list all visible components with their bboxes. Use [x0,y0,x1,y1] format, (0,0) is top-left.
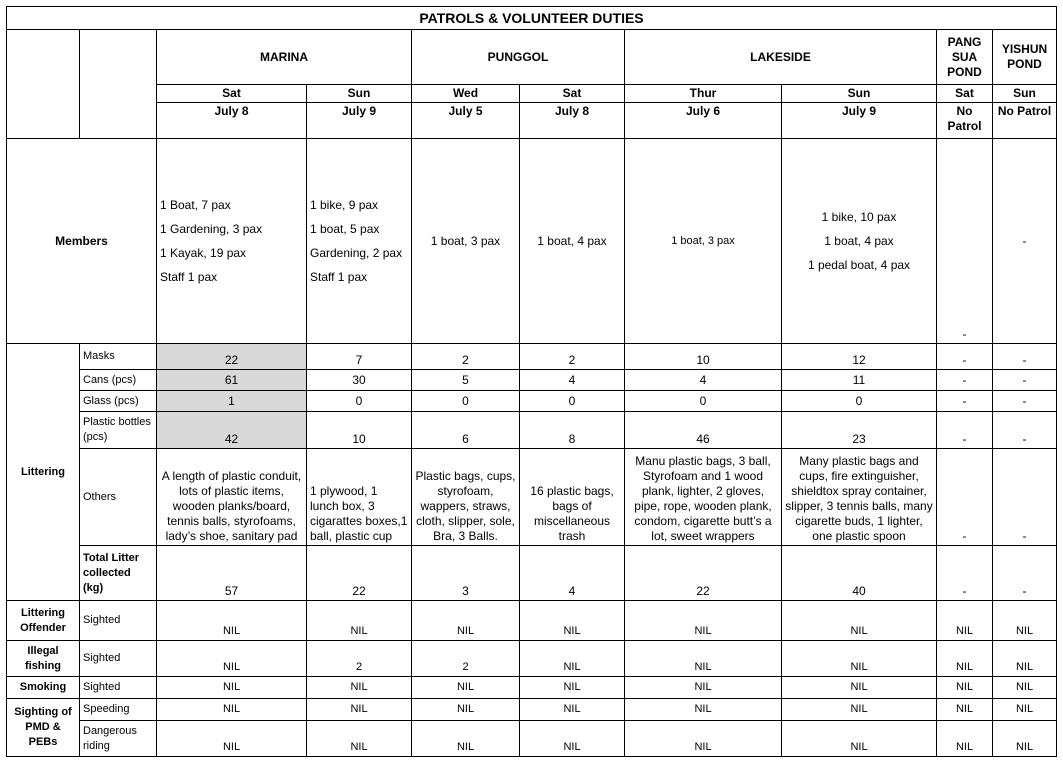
dates-row [7,103,1057,139]
value-cell: - [993,344,1057,370]
day-cell: Sat [937,85,993,103]
row-label: Total Litter collected (kg) [80,546,157,601]
value-cell: NIL [625,601,782,641]
page-title: PATROLS & VOLUNTEER DUTIES [7,7,1057,30]
members-cell: - [937,139,993,344]
fishing-label: Illegal fishing [7,641,80,677]
value-cell: NIL [782,721,937,757]
value-cell: NIL [782,677,937,699]
table-row [7,449,1057,546]
table-row [7,391,1057,412]
value-cell: - [937,412,993,449]
value-cell: NIL [157,677,307,699]
value-cell: NIL [782,699,937,721]
value-cell: NIL [157,641,307,677]
value-cell: NIL [625,641,782,677]
value-cell: NIL [937,721,993,757]
value-cell: NIL [625,677,782,699]
day-cell: Thur [625,85,782,103]
value-cell: 22 [157,344,307,370]
corner-cell [7,30,80,139]
value-cell: 4 [625,370,782,391]
member-entry: 1 Gardening, 3 pax [160,221,263,236]
value-cell: NIL [307,699,412,721]
table-row [7,546,1057,601]
value-cell: NIL [625,699,782,721]
value-cell: 10 [625,344,782,370]
members-cell [307,139,412,344]
value-cell: 22 [307,546,412,601]
value-cell: 22 [625,546,782,601]
value-cell: NIL [307,677,412,699]
value-cell: 5 [412,370,520,391]
value-cell: NIL [412,601,520,641]
table-row [7,699,1057,721]
days-row [7,85,1057,103]
row-label: Cans (pcs) [80,370,157,391]
value-cell: 23 [782,412,937,449]
location-marina: MARINA [157,30,412,85]
value-cell: NIL [937,601,993,641]
others-cell: 1 plywood, 1 lunch box, 3 cigarattes boxes,1 ball, plastic cup [307,449,412,546]
members-label: Members [7,139,157,344]
value-cell: 2 [412,344,520,370]
corner-cell-2 [80,30,157,139]
littering-label: Littering [7,344,80,601]
value-cell: NIL [157,601,307,641]
value-cell: - [993,546,1057,601]
location-lakeside: LAKESIDE [625,30,937,85]
day-cell: Sat [157,85,307,103]
value-cell: NIL [157,699,307,721]
member-entry: 1 pedal boat, 4 pax [807,257,911,272]
member-entry: Staff 1 pax [160,269,218,284]
value-cell: 12 [782,344,937,370]
value-cell: NIL [520,641,625,677]
row-label: Sighted [80,641,157,677]
value-cell: NIL [520,677,625,699]
value-cell: 7 [307,344,412,370]
table-row [7,721,1057,757]
value-cell: NIL [520,699,625,721]
value-cell: 6 [412,412,520,449]
member-entry: 1 Boat, 7 pax [160,197,231,212]
day-cell: Wed [412,85,520,103]
value-cell: 46 [625,412,782,449]
value-cell: 0 [782,391,937,412]
value-cell: NIL [412,677,520,699]
row-label: Speeding [80,699,157,721]
value-cell: 4 [520,370,625,391]
date-cell: No Patrol [993,103,1057,139]
row-label: Dangerous riding [80,721,157,757]
table-row [7,412,1057,449]
others-cell: - [993,449,1057,546]
member-entry: 1 boat, 4 pax [824,233,894,248]
day-cell: Sat [520,85,625,103]
value-cell: NIL [412,721,520,757]
value-cell: - [937,370,993,391]
value-cell: 40 [782,546,937,601]
value-cell: 0 [625,391,782,412]
value-cell: NIL [937,641,993,677]
table-row [7,601,1057,641]
value-cell: NIL [937,699,993,721]
date-cell: July 9 [307,103,412,139]
value-cell: 61 [157,370,307,391]
row-label: Glass (pcs) [80,391,157,412]
row-label: Others [80,449,157,546]
value-cell: NIL [520,721,625,757]
members-cell: 1 boat, 4 pax [520,139,625,344]
member-entry: 1 boat, 5 pax [310,221,380,236]
patrol-table [6,6,1057,757]
member-entry: 1 Kayak, 19 pax [160,245,247,260]
value-cell: NIL [993,601,1057,641]
date-cell: July 5 [412,103,520,139]
value-cell: - [937,344,993,370]
row-label: Sighted [80,601,157,641]
date-cell: July 8 [520,103,625,139]
others-cell: Manu plastic bags, 3 ball, Styrofoam and 1 wood plank, lighter, 2 gloves, pipe, rope, wooden plank, condom, cigarette butt’s a lot, sweet wrappers [625,449,782,546]
value-cell: 1 [157,391,307,412]
member-entry: Staff 1 pax [310,269,368,284]
location-punggol: PUNGGOL [412,30,625,85]
value-cell: 4 [520,546,625,601]
value-cell: NIL [307,601,412,641]
value-cell: - [937,546,993,601]
value-cell: NIL [782,601,937,641]
value-cell: NIL [993,699,1057,721]
member-entry: 1 bike, 9 pax [310,197,379,212]
value-cell: 57 [157,546,307,601]
members-cell [782,139,937,344]
smoking-label: Smoking [7,677,80,699]
members-cell: 1 boat, 3 pax [625,139,782,344]
members-cell: - [993,139,1057,344]
value-cell: NIL [307,721,412,757]
value-cell: - [993,370,1057,391]
value-cell: 2 [412,641,520,677]
value-cell: - [993,391,1057,412]
day-cell: Sun [782,85,937,103]
value-cell: 42 [157,412,307,449]
value-cell: 0 [307,391,412,412]
table-row [7,370,1057,391]
value-cell: 8 [520,412,625,449]
pmd-label: Sighting of PMD & PEBs [7,699,80,757]
location-yishun-pond: YISHUN POND [993,30,1057,85]
row-label: Plastic bottles (pcs) [80,412,157,449]
others-cell: A length of plastic conduit, lots of plastic items, wooden planks/board, tennis balls, styrofoams, lady’s shoe, sanitary pad [157,449,307,546]
others-cell: - [937,449,993,546]
value-cell: 11 [782,370,937,391]
members-row [7,139,1057,344]
date-cell: July 6 [625,103,782,139]
row-label: Masks [80,344,157,370]
member-entry: Gardening, 2 pax [310,245,403,260]
others-cell: Many plastic bags and cups, fire extinguisher, shieldtox spray container, slipper, 3 tennis balls, many cigarette buds, 1 lighter, one plastic spoon [782,449,937,546]
day-cell: Sun [307,85,412,103]
row-label: Sighted [80,677,157,699]
value-cell: NIL [993,641,1057,677]
value-cell: 3 [412,546,520,601]
value-cell: 0 [412,391,520,412]
value-cell: - [937,391,993,412]
value-cell: NIL [625,721,782,757]
value-cell: NIL [412,699,520,721]
value-cell: NIL [937,677,993,699]
value-cell: 0 [520,391,625,412]
value-cell: 30 [307,370,412,391]
day-cell: Sun [993,85,1057,103]
value-cell: NIL [157,721,307,757]
table-row [7,344,1057,370]
table-row [7,641,1057,677]
location-pang-sua-pond: PANG SUA POND [937,30,993,85]
value-cell: NIL [520,601,625,641]
date-cell: July 9 [782,103,937,139]
member-entry: 1 bike, 10 pax [821,209,897,224]
date-cell: No Patrol [937,103,993,139]
value-cell: - [993,412,1057,449]
table-row [7,677,1057,699]
date-cell: July 8 [157,103,307,139]
others-cell: Plastic bags, cups, styrofoam, wappers, straws, cloth, slipper, sole, Bra, 3 Balls. [412,449,520,546]
value-cell: NIL [993,677,1057,699]
others-cell: 16 plastic bags, bags of miscellaneous trash [520,449,625,546]
value-cell: NIL [782,641,937,677]
value-cell: NIL [993,721,1057,757]
members-cell: 1 boat, 3 pax [412,139,520,344]
offender-label: Littering Offender [7,601,80,641]
value-cell: 2 [307,641,412,677]
value-cell: 2 [520,344,625,370]
members-cell [157,139,307,344]
value-cell: 10 [307,412,412,449]
